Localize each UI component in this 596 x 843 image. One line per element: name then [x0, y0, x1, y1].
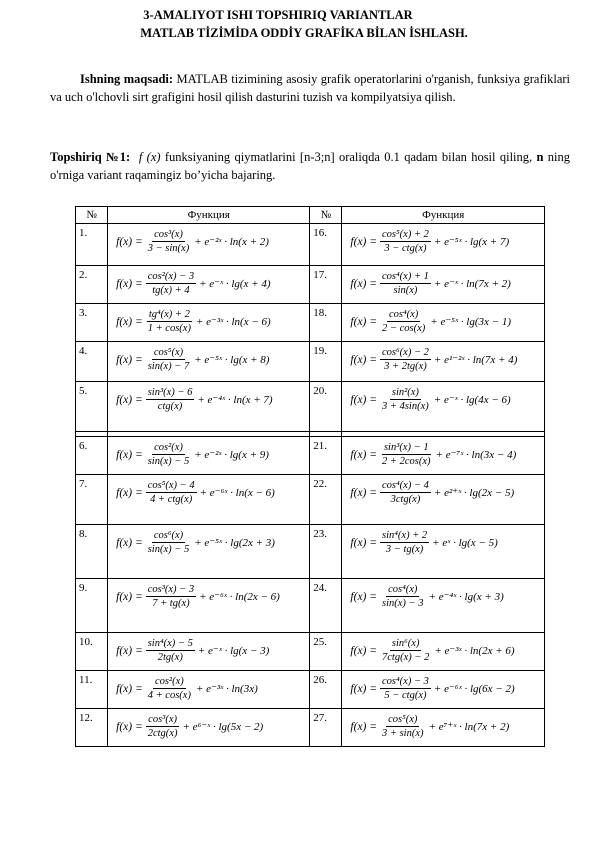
fraction-denominator: sin(x) − 5: [147, 544, 190, 555]
formula-lhs: f(x) =: [350, 277, 378, 290]
variant-function: [108, 304, 310, 342]
formula-lhs: f(x) =: [350, 353, 378, 366]
variants-table: [75, 206, 545, 747]
formula: [108, 475, 309, 508]
fraction-denominator: 2 − cos(x): [382, 323, 426, 334]
variant-number: 4.: [76, 342, 108, 382]
variant-function: [108, 579, 310, 633]
fraction-numerator: sin³(x) − 6: [147, 387, 193, 398]
formula: [342, 671, 544, 704]
table-row: [76, 304, 545, 342]
formula: [108, 579, 309, 612]
variant-number: 7.: [76, 475, 108, 525]
formula-rest: + e⁻ˣ · ln(7x + 2): [433, 278, 511, 290]
table-row: [76, 266, 545, 304]
header-func-2: Функция: [342, 207, 545, 224]
formula-lhs: f(x) =: [350, 682, 378, 695]
formula: [108, 525, 309, 558]
task-n: n: [536, 150, 544, 164]
formula-lhs: f(x) =: [350, 644, 378, 657]
fraction: [146, 676, 193, 701]
variant-number: 11.: [76, 671, 108, 709]
formula-rest: + e⁻⁶ˣ · ln(x − 6): [199, 487, 275, 499]
fraction-numerator: cos⁵(x): [388, 714, 418, 725]
table-row: [76, 224, 545, 266]
fraction-numerator: sin⁶(x): [391, 638, 420, 649]
fraction-denominator: 7ctg(x) − 2: [382, 652, 430, 663]
fraction: [380, 584, 426, 609]
fraction-denominator: sin(x): [393, 285, 418, 296]
fraction: [146, 442, 192, 467]
formula-lhs: f(x) =: [350, 393, 378, 406]
formula-rest: + e⁻⁵ˣ · lg(3x − 1): [430, 316, 511, 328]
fraction-numerator: cos⁵(x) + 2: [382, 229, 429, 240]
variant-function: [108, 475, 310, 525]
variant-number: 22.: [310, 475, 342, 525]
variant-function: [342, 266, 545, 304]
variant-function: [342, 709, 545, 747]
variant-number: 27.: [310, 709, 342, 747]
table-row: [76, 475, 545, 525]
table-row: [76, 709, 545, 747]
fraction-denominator: sin(x) − 5: [147, 456, 190, 467]
formula: [108, 266, 309, 299]
formula-lhs: f(x) =: [116, 682, 143, 695]
variant-number: 2.: [76, 266, 108, 304]
formula: [108, 633, 309, 666]
variant-number: 10.: [76, 633, 108, 671]
fraction-denominator: ctg(x): [157, 401, 183, 412]
fraction-numerator: cos³(x) − 3: [147, 584, 195, 595]
table-row: [76, 579, 545, 633]
formula-rest: + e⁻ˣ · lg(4x − 6): [433, 394, 511, 406]
variant-number: 20.: [310, 382, 342, 432]
variant-function: [342, 475, 545, 525]
formula: [342, 709, 544, 742]
fraction: [380, 638, 431, 663]
fraction: [380, 309, 427, 334]
goal-label: Ishning maqsadi:: [80, 72, 174, 86]
formula-lhs: f(x) =: [116, 448, 143, 461]
fraction-numerator: cos⁴(x): [388, 309, 419, 320]
header-num-2: №: [310, 207, 342, 224]
formula-lhs: f(x) =: [116, 590, 143, 603]
variant-function: [108, 633, 310, 671]
formula: [342, 266, 544, 299]
fraction-denominator: 3ctg(x): [390, 494, 421, 505]
fraction-denominator: 4 + ctg(x): [150, 494, 193, 505]
formula: [342, 304, 544, 337]
fraction: [146, 387, 195, 412]
fraction-denominator: 3 + sin(x): [382, 728, 424, 739]
formula: [342, 525, 544, 558]
fraction-numerator: cos²(x): [154, 442, 183, 453]
table-row: [76, 633, 545, 671]
fraction-denominator: 3 + 2tg(x): [384, 361, 427, 372]
fraction-numerator: cos²(x): [154, 676, 184, 687]
fraction: [146, 584, 196, 609]
formula-rest: + e⁻ˣ · lg(x + 4): [199, 278, 271, 290]
fraction: [380, 271, 431, 296]
variant-number: 9.: [76, 579, 108, 633]
task-fx: f (x): [138, 150, 161, 164]
variant-number: 1.: [76, 224, 108, 266]
fraction-numerator: sin²(x): [391, 387, 419, 398]
variant-function: [342, 437, 545, 475]
formula: [108, 224, 309, 257]
fraction-numerator: sin³(x) − 1: [383, 442, 429, 453]
formula: [108, 382, 309, 415]
variant-function: [108, 224, 310, 266]
formula-rest: + e⁻⁶ˣ · lg(6x − 2): [433, 683, 515, 695]
table-row: [76, 382, 545, 432]
variant-number: 21.: [310, 437, 342, 475]
formula-rest: + e⁻²ˣ · ln(x + 2): [194, 236, 269, 248]
header-func-1: Функция: [108, 207, 310, 224]
task-paragraph: [50, 148, 570, 184]
formula: [342, 342, 544, 375]
fraction-numerator: cos³(x): [148, 714, 177, 725]
variant-number: 3.: [76, 304, 108, 342]
variant-function: [342, 525, 545, 579]
fraction-numerator: cos³(x): [154, 229, 183, 240]
formula: [108, 709, 309, 742]
fraction-numerator: tg⁴(x) + 2: [148, 309, 190, 320]
fraction: [380, 229, 431, 254]
formula-lhs: f(x) =: [116, 277, 143, 290]
fraction: [380, 714, 426, 739]
formula-rest: + e⁻³ˣ · ln(x − 6): [195, 316, 271, 328]
fraction: [146, 229, 192, 254]
variant-number: 6.: [76, 437, 108, 475]
fraction: [380, 442, 433, 467]
variant-number: 23.: [310, 525, 342, 579]
fraction-denominator: 2 + 2cos(x): [382, 456, 431, 467]
fraction-numerator: cos⁴(x) − 3: [382, 676, 429, 687]
variant-function: [342, 671, 545, 709]
fraction-numerator: cos⁴(x) + 1: [382, 271, 429, 282]
variant-function: [342, 224, 545, 266]
variant-number: 5.: [76, 382, 108, 432]
formula-rest: + e⁻⁴ˣ · lg(x + 3): [428, 591, 504, 603]
goal-paragraph: [50, 70, 570, 106]
formula: [342, 633, 544, 666]
fraction-numerator: cos⁶(x): [153, 530, 184, 541]
formula-rest: + e⁻⁶ˣ · ln(2x − 6): [199, 591, 280, 603]
formula-rest: + eˣ · lg(x − 5): [432, 536, 498, 549]
formula: [342, 437, 544, 470]
table-row: [76, 342, 545, 382]
variant-function: [108, 437, 310, 475]
fraction-denominator: tg(x) + 4: [152, 285, 190, 296]
title-line-2: MATLAB TİZİMİDA ODDİY GRAFİKA BİLAN İSHLASH.: [140, 26, 468, 40]
formula: [342, 224, 544, 257]
fraction: [146, 714, 180, 739]
formula-rest: + e⁻⁵ˣ · lg(x + 7): [433, 236, 510, 248]
table-body: [76, 224, 545, 747]
variant-function: [342, 342, 545, 382]
goal-text: MATLAB tizimining asosiy grafik operatorlarini o'rganish, funksiya grafiklari va uch o'lchovli sirt grafigini hosil qilish dasturini tuzish va kompilyatsiya qilish.: [50, 72, 570, 104]
formula-lhs: f(x) =: [116, 644, 143, 657]
fraction: [146, 480, 197, 505]
fraction-numerator: cos⁵(x): [153, 347, 184, 358]
formula-rest: + e¹⁻²ˣ · ln(7x + 4): [433, 354, 518, 366]
variant-function: [108, 266, 310, 304]
fraction-numerator: cos²(x) − 3: [147, 271, 195, 282]
formula-rest: + e⁻³ˣ · ln(2x + 6): [434, 645, 515, 657]
fraction-denominator: 5 − ctg(x): [384, 690, 427, 701]
fraction-denominator: sin(x) − 7: [147, 361, 190, 372]
fraction: [380, 530, 429, 555]
variant-function: [342, 382, 545, 432]
formula: [342, 382, 544, 415]
fraction: [380, 387, 431, 412]
variant-function: [342, 304, 545, 342]
variant-number: 25.: [310, 633, 342, 671]
fraction: [380, 676, 431, 701]
variant-function: [108, 709, 310, 747]
formula-rest: + e⁻³ˣ · ln(3x): [195, 683, 258, 695]
fraction-denominator: 3 − tg(x): [385, 544, 424, 555]
formula: [108, 304, 309, 337]
formula-lhs: f(x) =: [116, 720, 143, 733]
table-row: [76, 671, 545, 709]
variant-number: 24.: [310, 579, 342, 633]
formula-lhs: f(x) =: [116, 235, 143, 248]
title-line-1: 3-AMALIYOT ISHI TOPSHIRIQ VARIANTLAR: [143, 8, 413, 22]
task-label: Topshiriq №1:: [50, 150, 131, 164]
fraction-numerator: sin⁴(x) + 2: [382, 530, 428, 541]
fraction-denominator: 1 + cos(x): [147, 323, 191, 334]
fraction-numerator: cos⁴(x) − 4: [382, 480, 429, 491]
fraction-numerator: sin⁴(x) − 5: [147, 638, 193, 649]
formula-lhs: f(x) =: [350, 590, 378, 603]
variant-function: [108, 382, 310, 432]
fraction-numerator: cos⁶(x) − 2: [382, 347, 429, 358]
formula: [108, 342, 309, 375]
fraction-denominator: 2tg(x): [157, 652, 183, 663]
fraction-denominator: 7 + tg(x): [152, 598, 190, 609]
formula-rest: + e⁻⁵ˣ · lg(2x + 3): [194, 537, 275, 549]
formula-rest: + e²⁺ˣ · lg(2x − 5): [433, 487, 515, 499]
variant-number: 8.: [76, 525, 108, 579]
variant-function: [342, 579, 545, 633]
fraction-numerator: cos⁴(x): [388, 584, 418, 595]
formula-lhs: f(x) =: [116, 353, 143, 366]
formula-lhs: f(x) =: [116, 315, 143, 328]
table-header-row: [76, 207, 545, 224]
header-num-1: №: [76, 207, 108, 224]
fraction: [146, 309, 193, 334]
task-text-b: ning o'rniga variant raqamingiz bo’yicha bajaring.: [50, 150, 570, 182]
formula-rest: + e⁷⁺ˣ · ln(7x + 2): [428, 721, 510, 733]
fraction-numerator: cos⁵(x) − 4: [147, 480, 195, 491]
formula-lhs: f(x) =: [116, 393, 143, 406]
variant-number: 18.: [310, 304, 342, 342]
formula: [342, 475, 544, 508]
fraction-denominator: 3 − ctg(x): [384, 243, 427, 254]
fraction: [146, 271, 196, 296]
variant-number: 12.: [76, 709, 108, 747]
fraction: [380, 480, 431, 505]
formula-rest: + e⁻⁵ˣ · lg(x + 8): [194, 354, 270, 366]
formula-lhs: f(x) =: [350, 536, 378, 549]
variant-number: 16.: [310, 224, 342, 266]
formula: [342, 579, 544, 612]
variant-function: [108, 342, 310, 382]
fraction-denominator: 3 + 4sin(x): [382, 401, 429, 412]
variant-function: [342, 633, 545, 671]
formula-lhs: f(x) =: [350, 315, 378, 328]
formula-lhs: f(x) =: [350, 235, 378, 248]
table-row: [76, 437, 545, 475]
fraction-denominator: sin(x) − 3: [382, 598, 424, 609]
formula: [108, 671, 309, 704]
formula-lhs: f(x) =: [350, 720, 378, 733]
formula-lhs: f(x) =: [350, 486, 378, 499]
task-text-a: funksiyaning qiymatlarini [n-3;n] oraliqda 0.1 qadam bilan hosil qiling,: [160, 150, 537, 164]
formula-lhs: f(x) =: [116, 486, 143, 499]
variant-number: 17.: [310, 266, 342, 304]
variant-number: 19.: [310, 342, 342, 382]
fraction: [380, 347, 431, 372]
formula: [108, 437, 309, 470]
variant-function: [108, 525, 310, 579]
fraction: [146, 347, 192, 372]
formula-lhs: f(x) =: [116, 536, 143, 549]
formula-rest: + e⁻⁷ˣ · ln(3x − 4): [435, 449, 517, 461]
fraction-denominator: 4 + cos(x): [147, 690, 191, 701]
formula-rest: + e⁻²ˣ · lg(x + 9): [194, 449, 269, 461]
fraction-denominator: 3 − sin(x): [147, 243, 190, 254]
fraction: [146, 638, 195, 663]
formula-lhs: f(x) =: [350, 448, 378, 461]
variant-number: 26.: [310, 671, 342, 709]
formula-rest: + e⁻ˣ · lg(x − 3): [197, 645, 270, 657]
variant-function: [108, 671, 310, 709]
formula-rest: + e⁻⁴ˣ · ln(x + 7): [197, 394, 273, 406]
fraction: [146, 530, 192, 555]
fraction-denominator: 2ctg(x): [147, 728, 178, 739]
table-row: [76, 525, 545, 579]
formula-rest: + e⁶⁻ˣ · lg(5x − 2): [182, 721, 264, 733]
